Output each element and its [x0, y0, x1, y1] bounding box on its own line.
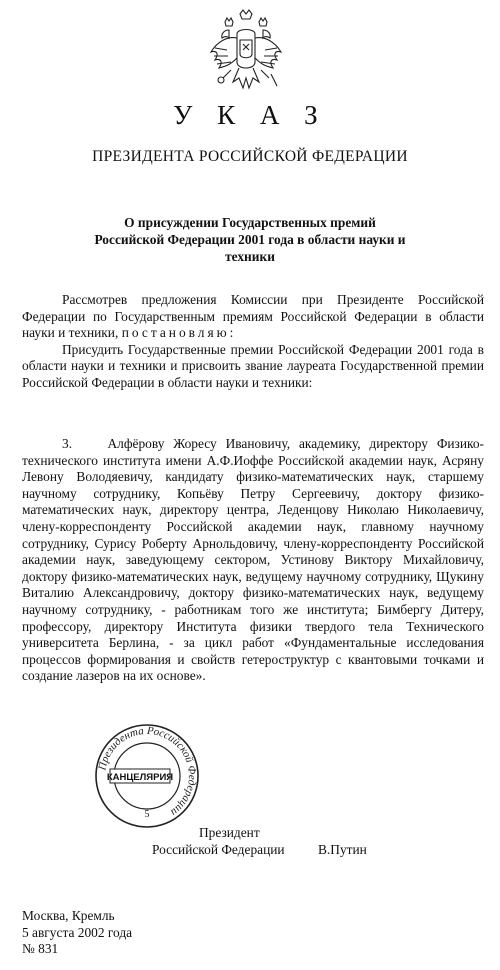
signature-name: В.Путин: [318, 842, 367, 857]
office-stamp-icon: [92, 722, 202, 830]
subject-line: Российской Федерации 2001 года в области науки и: [94, 232, 406, 247]
stamp-ring-text: Президента Российской Федерации: [96, 724, 199, 819]
decree-issuer: ПРЕЗИДЕНТА РОССИЙСКОЙ ФЕДЕРАЦИИ: [92, 148, 408, 165]
preamble: [22, 292, 484, 392]
laureates-item: [22, 436, 484, 685]
signature-title: Президент: [199, 825, 260, 840]
stamp-number: 5: [144, 809, 150, 820]
item-paragraph: [22, 436, 484, 685]
stamp-center-text: КАНЦЕЛЯРИЯ: [106, 772, 174, 783]
date: 5 августа 2002 года: [22, 924, 133, 940]
item-number: 3.: [62, 436, 73, 451]
award-paragraph: Присудить Государственные премии Российской Федерации 2001 года в области науки и техники и присвоить звание лауреата Государственной премии Российской Федерации в области науки и техники:: [22, 341, 484, 390]
signature-org: Российской Федерации: [152, 842, 285, 857]
subject-line: техники: [225, 249, 275, 264]
decree-word: постановляю:: [121, 325, 237, 341]
decree-number: № 831: [22, 941, 59, 957]
place: Москва, Кремль: [22, 908, 115, 923]
decree-subject: [60, 214, 440, 265]
intro-paragraph: [22, 292, 484, 342]
subject-line: О присуждении Государственных премий: [124, 215, 376, 230]
decree-title: У К А З: [173, 100, 327, 130]
intro-text: Рассмотрев предложения Комиссии при Президенте Российской Федерации по Государственным премиям Российской Федерации в области науки и техники,: [22, 292, 484, 341]
decree-footer: [22, 908, 132, 958]
item-text: Алфёрову Жоресу Ивановичу, академику, директору Физико-технического института имени А.Ф.Иоффе Российской академии наук, Асряну Левону Володяевичу, кандидату физико-математических наук, старшему научному сотруднику, Копьёву Петру Сергеевичу, доктору физико-математических наук, директору центра, Леденцову Николаю Николаевичу, члену-корреспонденту Российской академии наук, главному научному сотруднику, Сурису Роберту Арнольдовичу, члену-корреспонденту Российской академии наук, заведующему сектором, Устинову Виктору Михайловичу, доктору физико-математических наук, ведущему научному сотруднику, Щукину Виталию Александровичу, доктору физико-математических наук, ведущему научному сотруднику, - работникам того же института; Бимбергу Дитеру, профессору, директору Института физики твердого тела Технического университета Берлина, - за цикл работ «Фундаментальные исследования процессов формирования и свойств гетероструктур с квантовыми точками и создание лазеров на их основе».: [22, 436, 484, 684]
double-headed-eagle-emblem-icon: [207, 8, 285, 98]
